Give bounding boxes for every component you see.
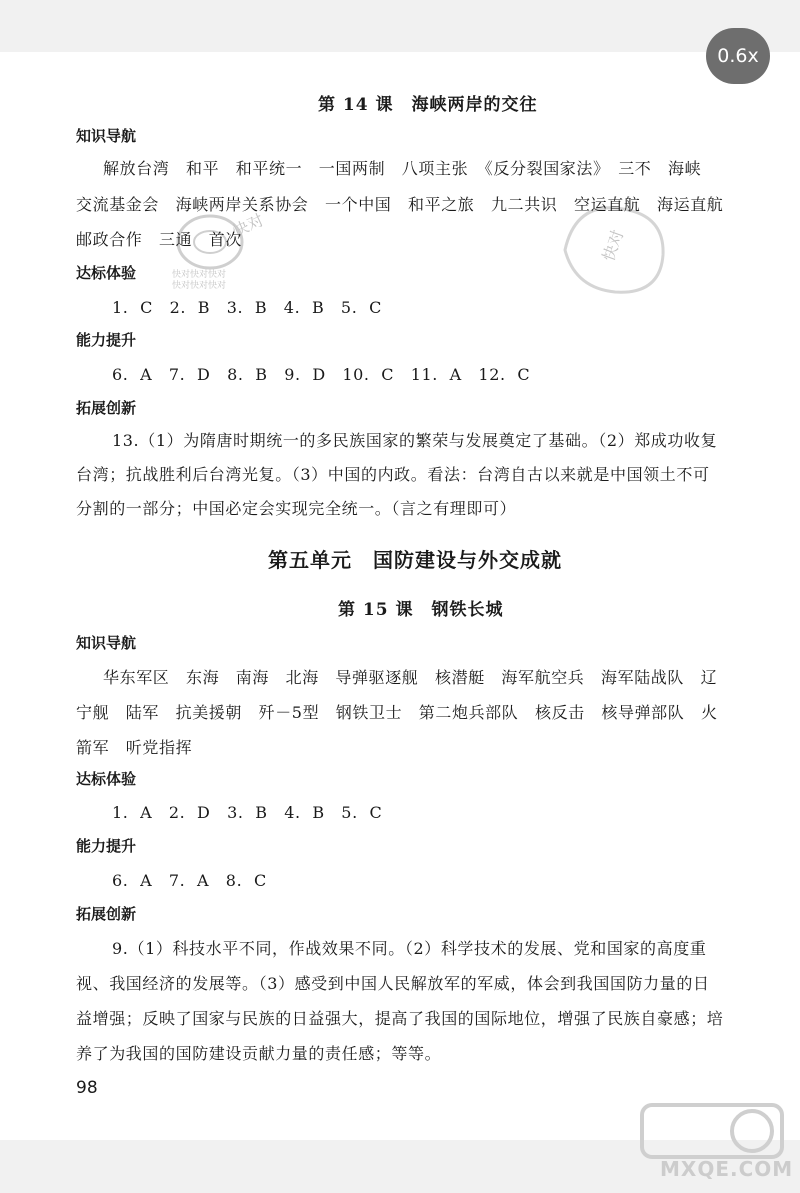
watermark-brand-text: 快对 bbox=[229, 210, 267, 241]
lesson-14-expand-line-1: 13.（1）为隋唐时期统一的多民族国家的繁荣与发展奠定了基础。（2）郑成功收复 bbox=[112, 431, 718, 450]
unit-5-title: 第五单元 国防建设与外交成就 bbox=[268, 548, 562, 572]
site-watermark-logo bbox=[622, 1097, 792, 1191]
lesson-14-expand-line-2: 台湾；抗战胜利后台湾光复。（3）中国的内政。看法：台湾自古以来就是中国领土不可 bbox=[76, 465, 710, 484]
zoom-level-badge[interactable]: 0.6x bbox=[706, 28, 770, 84]
lesson-15-expand-line-2: 视、我国经济的发展等。（3）感受到中国人民解放军的军威，体会到我国国防力量的日 bbox=[76, 974, 710, 993]
lesson-15-expand-line-3: 益增强；反映了国家与民族的日益强大，提高了我国的国际地位，增强了民族自豪感；培 bbox=[76, 1009, 724, 1028]
lesson-14-title: 第 14 课 海峡两岸的交往 bbox=[318, 95, 538, 115]
lesson-15-title: 第 15 课 钢铁长城 bbox=[338, 600, 504, 620]
watermark-caption-2: 快对快对快对 bbox=[172, 281, 227, 291]
lesson-15-ability-answers: 6. A 7. A 8. C bbox=[112, 871, 267, 890]
lesson-15-knowledge-heading: 知识导航 bbox=[76, 634, 137, 652]
lesson-15-standard-heading: 达标体验 bbox=[76, 770, 137, 788]
lesson-14-expand-heading: 拓展创新 bbox=[76, 399, 137, 417]
lesson-14-knowledge-line-1: 解放台湾 和平 和平统一 一国两制 八项主张 《反分裂国家法》 三不 海峡 bbox=[103, 159, 702, 178]
page-number: 98 bbox=[76, 1078, 98, 1098]
lesson-15-knowledge-line-2: 宁舰 陆军 抗美援朝 歼－5型 钢铁卫士 第二炮兵部队 核反击 核导弹部队 火 bbox=[76, 703, 718, 722]
lesson-15-expand-line-4: 养了为我国的国防建设贡献力量的责任感；等等。 bbox=[76, 1044, 442, 1063]
lesson-15-expand-heading: 拓展创新 bbox=[76, 905, 137, 923]
lesson-14-knowledge-line-2: 交流基金会 海峡两岸关系协会 一个中国 和平之旅 九二共识 空运直航 海运直航 bbox=[76, 195, 724, 214]
lesson-15-expand-line-1: 9.（1）科技水平不同，作战效果不同。（2）科学技术的发展、党和国家的高度重 bbox=[112, 939, 707, 958]
watermark-brand-text-right: 快对 bbox=[598, 227, 628, 264]
lesson-14-standard-heading: 达标体验 bbox=[76, 264, 137, 282]
lesson-15-ability-heading: 能力提升 bbox=[76, 837, 137, 855]
kuaidui-watermark-right bbox=[555, 200, 675, 304]
lesson-15-knowledge-line-1: 华东军区 东海 南海 北海 导弹驱逐舰 核潜艇 海军航空兵 海军陆战队 辽 bbox=[103, 668, 718, 687]
lesson-14-ability-answers: 6. A 7. D 8. B 9. D 10. C 11. A 12. C bbox=[112, 365, 531, 384]
lesson-14-expand-line-3: 分割的一部分；中国必定会实现完全统一。（言之有理即可） bbox=[76, 499, 517, 518]
lesson-14-knowledge-heading: 知识导航 bbox=[76, 127, 137, 145]
site-watermark-text: MXQE.COM bbox=[660, 1157, 794, 1181]
lesson-14-knowledge-line-3: 邮政合作 三通 首次 bbox=[76, 230, 243, 249]
watermark-caption-1: 快对快对快对 bbox=[172, 270, 227, 280]
lesson-14-ability-heading: 能力提升 bbox=[76, 331, 137, 349]
lesson-14-standard-answers: 1. C 2. B 3. B 4. B 5. C bbox=[112, 298, 382, 317]
lesson-15-knowledge-line-3: 箭军 听党指挥 bbox=[76, 738, 193, 757]
lesson-15-standard-answers: 1. A 2. D 3. B 4. B 5. C bbox=[112, 803, 383, 822]
